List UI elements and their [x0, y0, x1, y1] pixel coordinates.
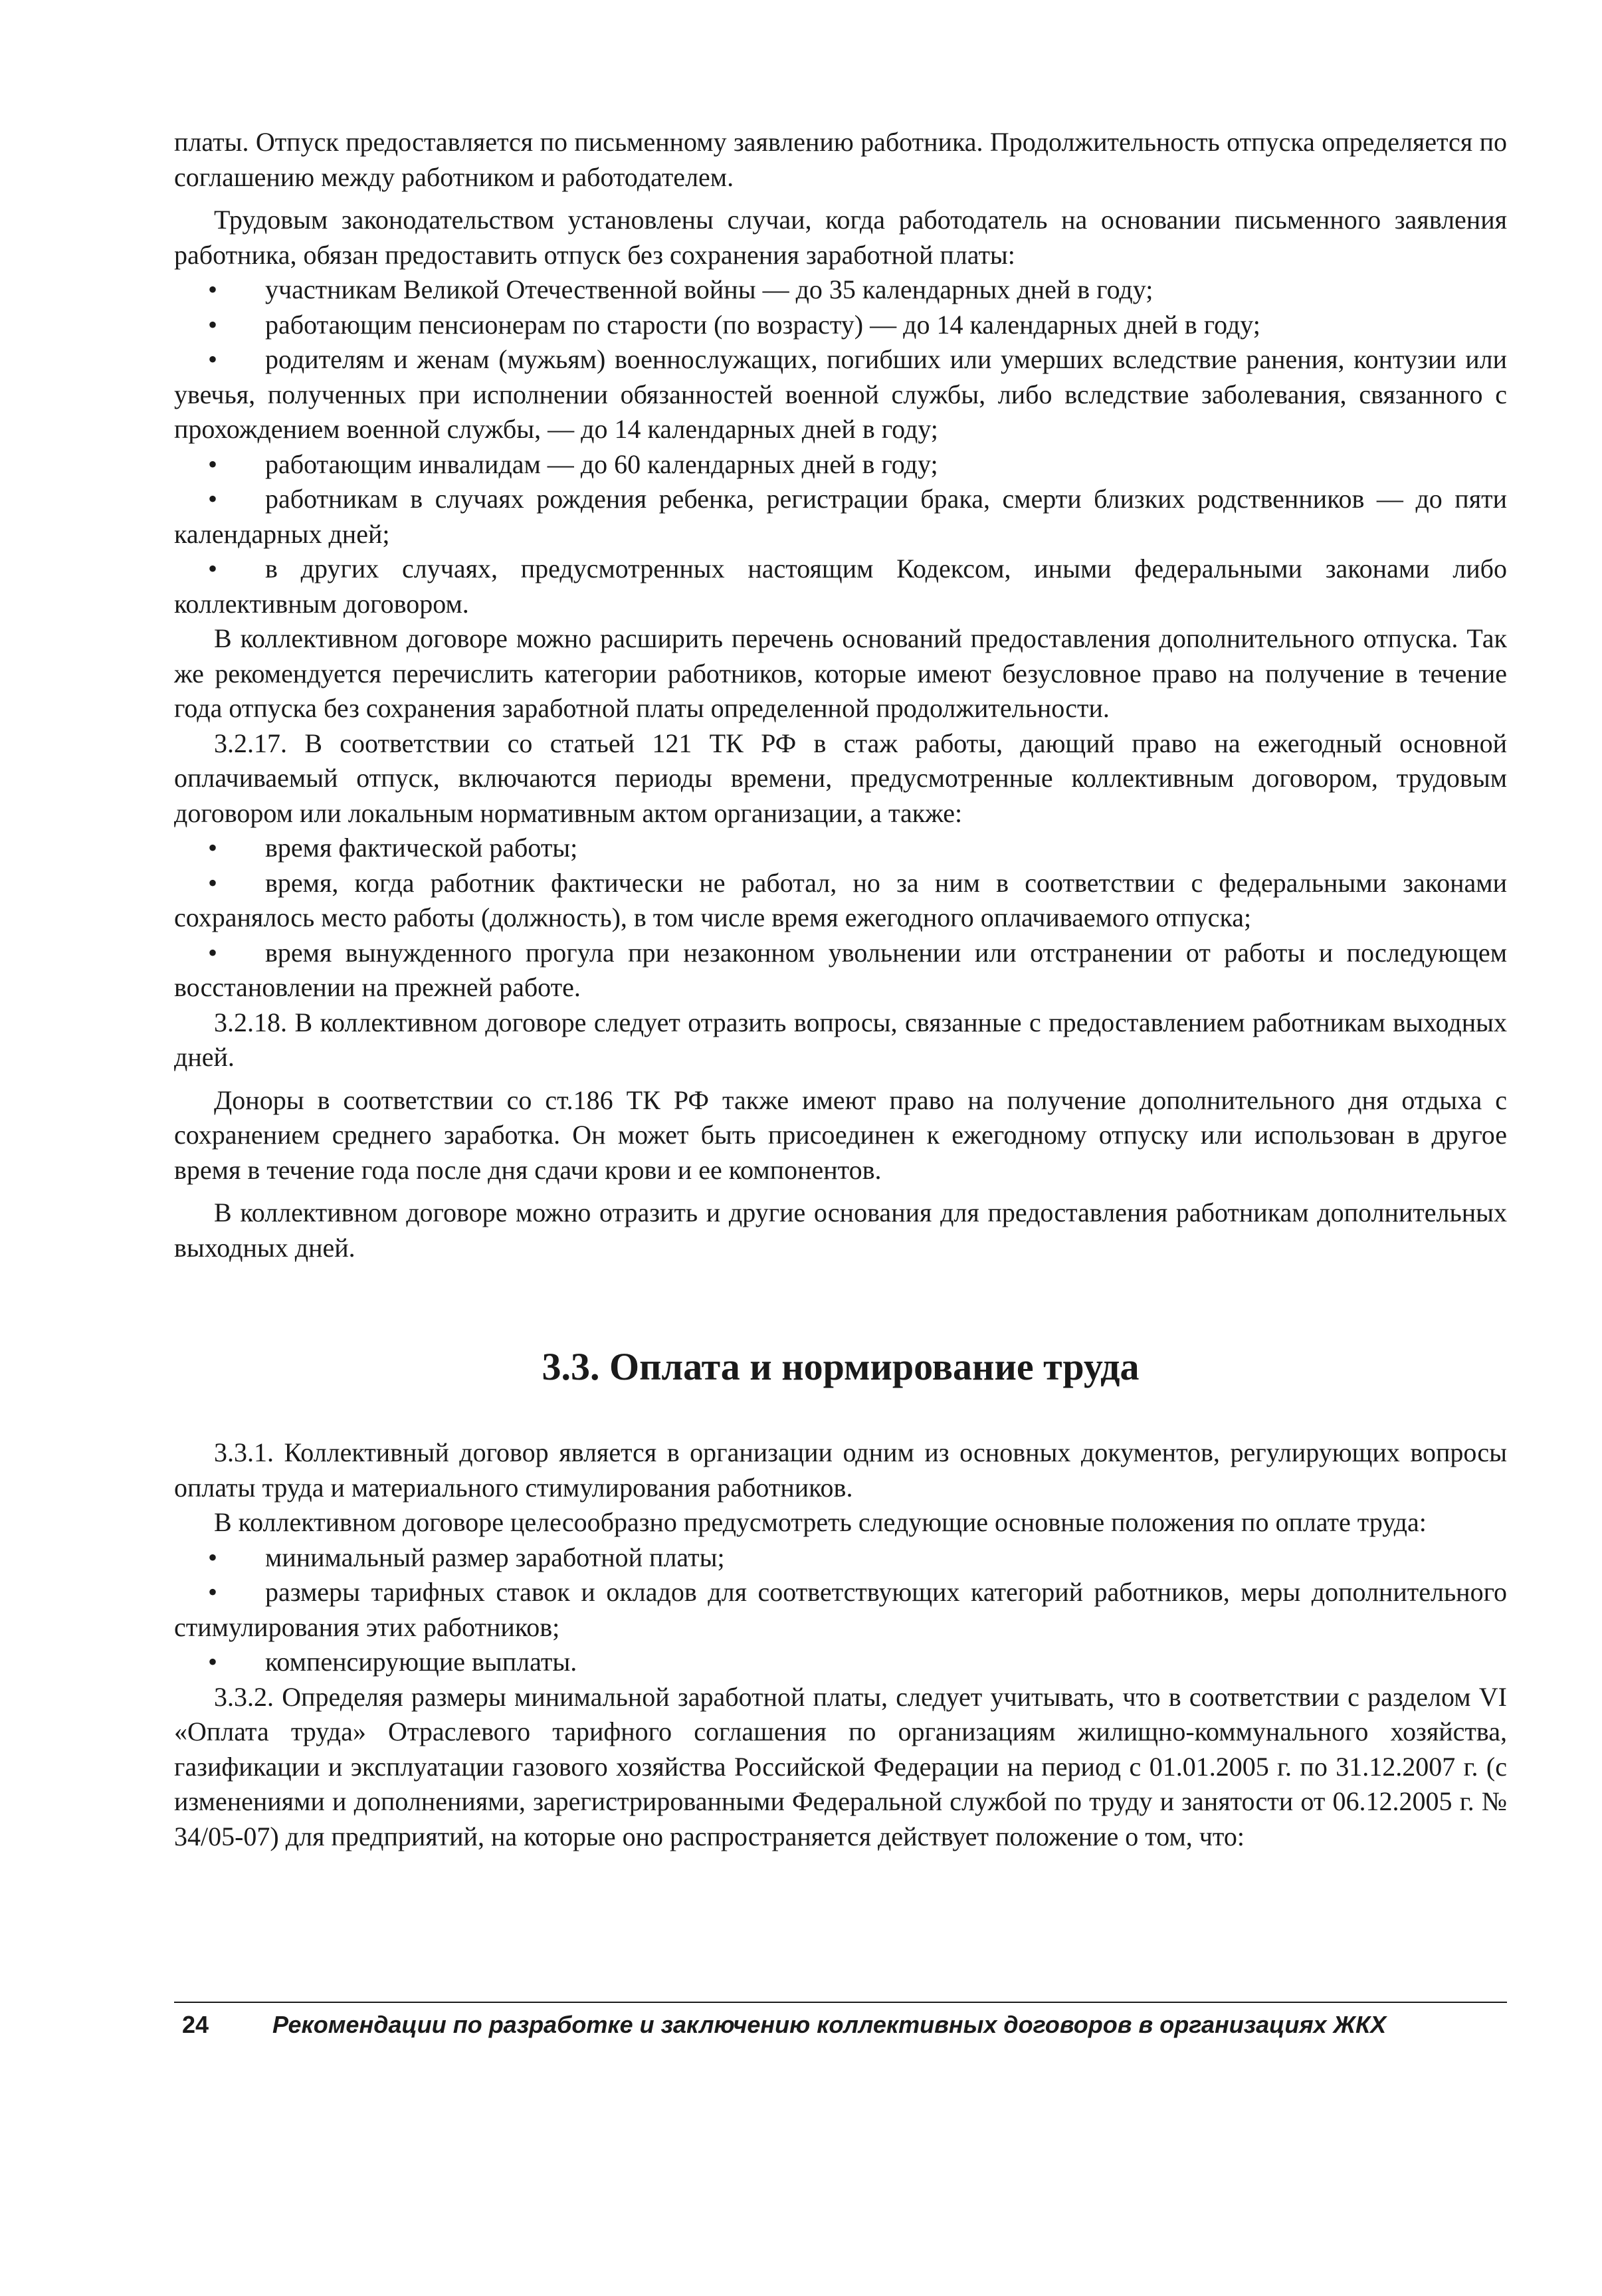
bullet-icon: •	[208, 867, 218, 898]
list-item: • размеры тарифных ставок и окладов для соответствующих категорий работников, меры дополнительного стимулирования этих работников;	[174, 1575, 1507, 1645]
list-item: • в других случаях, предусмотренных настоящим Кодексом, иными федеральными законами либо коллективным договором.	[174, 552, 1507, 621]
bullet-icon: •	[208, 344, 218, 374]
list-item: • время вынужденного прогула при незаконном увольнении или отстранении от работы и последующем восстановлении на прежней работе.	[174, 936, 1507, 1005]
page-number: 24	[182, 2011, 209, 2038]
list-item: • время фактической работы;	[174, 831, 1507, 866]
bullet-icon: •	[208, 274, 218, 304]
list-item: • время, когда работник фактически не работал, но за ним в соответствии с федеральными законами сохранялось место работы (должность), в том числе время ежегодного оплачиваемого отпуска;	[174, 866, 1507, 936]
list-item: • работникам в случаях рождения ребенка, регистрации брака, смерти близких родственников — до пяти календарных дней;	[174, 482, 1507, 552]
bullet-icon: •	[208, 449, 218, 479]
paragraph: В коллективном договоре целесообразно предусмотреть следующие основные положения по оплате труда:	[214, 1507, 1427, 1537]
bullet-icon: •	[208, 833, 218, 863]
bullet-icon: •	[208, 484, 218, 514]
paragraph: 3.3.1. Коллективный договор является в организации одним из основных документов, регулирующих вопросы оплаты труда и материального стимулирования работников.	[174, 1437, 1507, 1503]
paragraph: 3.2.17. В соответствии со статьей 121 ТК РФ в стаж работы, дающий право на ежегодный основной оплачиваемый отпуск, включаются периоды времени, предусмотренные коллективным договором, трудовым договором или локальным нормативным актом организации, а также:	[174, 728, 1507, 828]
running-title: Рекомендации по разработке и заключению коллективных договоров в организациях ЖКХ	[272, 2011, 1387, 2038]
bullet-icon: •	[208, 309, 218, 340]
paragraph: 3.3.2. Определяя размеры минимальной заработной платы, следует учитывать, что в соответствии с разделом VI «Оплата труда» Отраслевого тарифного соглашения по организациям жилищно-коммунального хозяйства, газификации и эксплуатации газового хозяйства Российской Федерации на период с 01.01.2005 г. по 31.12.2007 г. (с изменениями и дополнениями, зарегистрированными Федеральной службой по труду и занятости от 06.12.2005 г. № 34/05-07) для предприятий, на которые оно распространяется действует положение о том, что:	[174, 1681, 1507, 1851]
bullet-icon: •	[208, 1647, 218, 1677]
list-item: • участникам Великой Отечественной войны — до 35 календарных дней в году;	[174, 272, 1507, 308]
paragraph: 3.2.18. В коллективном договоре следует отразить вопросы, связанные с предоставлением работникам выходных дней.	[174, 1007, 1507, 1072]
list-item: • минимальный размер заработной платы;	[174, 1540, 1507, 1576]
paragraph: В коллективном договоре можно отразить и другие основания для предоставления работникам дополнительных выходных дней.	[174, 1198, 1507, 1263]
list-item: • работающим инвалидам — до 60 календарных дней в году;	[174, 447, 1507, 482]
page-body	[174, 125, 1507, 1854]
page-footer	[174, 2002, 1507, 2038]
bullet-icon: •	[208, 1577, 218, 1607]
list-item: • работающим пенсионерам по старости (по возрасту) — до 14 календарных дней в году;	[174, 308, 1507, 343]
bullet-icon: •	[208, 1542, 218, 1572]
list-item: • родителям и женам (мужьям) военнослужащих, погибших или умерших вследствие ранения, контузии или увечья, полученных при исполнении обязанностей военной службы, либо вследствие заболевания, связанного с прохождением военной службы, — до 14 календарных дней в году;	[174, 342, 1507, 447]
paragraph: Трудовым законодательством установлены случаи, когда работодатель на основании письменного заявления работника, обязан предоставить отпуск без сохранения заработной платы:	[174, 205, 1507, 270]
section-title: 3.3. Оплата и нормирование труда	[542, 1345, 1140, 1388]
list-item: • компенсирующие выплаты.	[174, 1645, 1507, 1680]
bullet-icon: •	[208, 554, 218, 583]
bullet-icon: •	[208, 937, 218, 968]
paragraph: В коллективном договоре можно расширить перечень оснований предоставления дополнительного отпуска. Так же рекомендуется перечислить категории работников, которые имеют безусловное право на получение в течение года отпуска без сохранения заработной платы определенной продолжительности.	[174, 623, 1507, 723]
paragraph: Доноры в соответствии со ст.186 ТК РФ также имеют право на получение дополнительного дня отдыха с сохранением среднего заработка. Он может быть присоединен к ежегодному отпуску или использован в другое время в течение года после дня сдачи крови и ее компонентов.	[174, 1085, 1507, 1185]
paragraph: платы. Отпуск предоставляется по письменному заявлению работника. Продолжительность отпуска определяется по соглашению между работником и работодателем.	[174, 127, 1507, 192]
